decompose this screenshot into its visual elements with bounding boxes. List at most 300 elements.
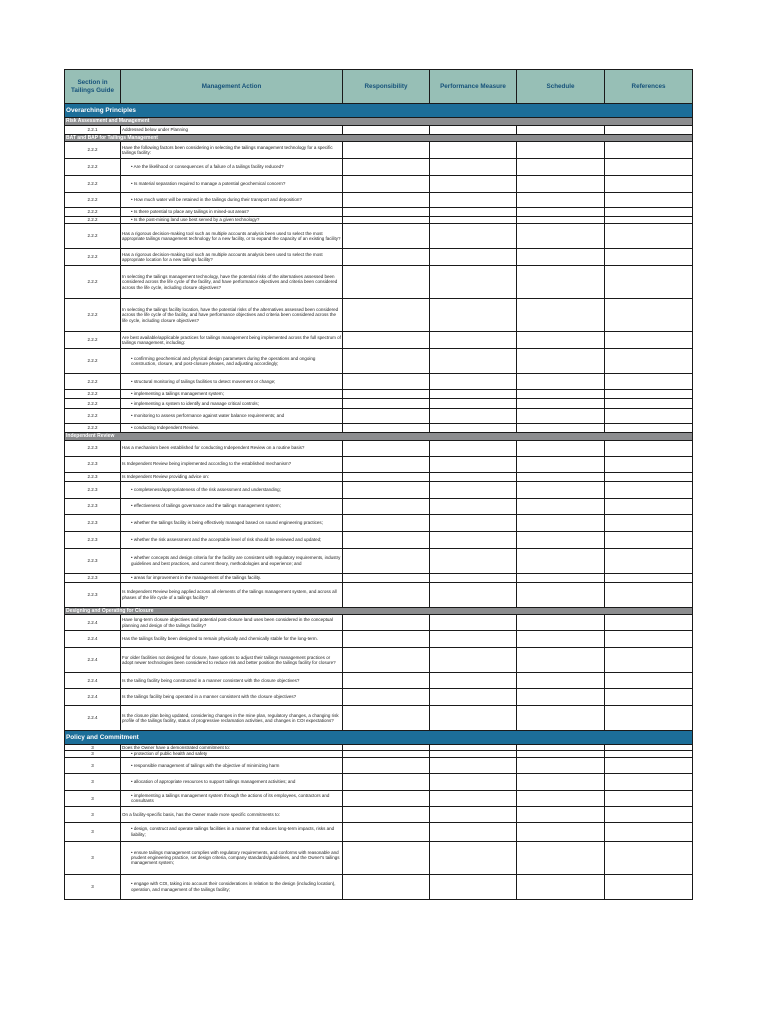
- responsibility-cell[interactable]: [343, 456, 430, 472]
- performance-measure-cell[interactable]: [430, 615, 517, 631]
- section-number: 3: [65, 874, 121, 899]
- section-number: 2.2.2: [65, 176, 121, 193]
- table-row: [65, 193, 693, 208]
- management-action-text: • How much water will be retained in the tailings during their transport and deposition?: [121, 193, 343, 208]
- header-schedule: Schedule: [517, 70, 605, 104]
- major-section-row: [65, 731, 693, 745]
- section-number: 3: [65, 773, 121, 790]
- section-number: 3: [65, 751, 121, 757]
- table-row: [65, 706, 693, 731]
- section-number: 3: [65, 745, 121, 751]
- section-number: 2.2.2: [65, 142, 121, 159]
- schedule-cell[interactable]: [517, 399, 605, 409]
- references-cell[interactable]: [605, 874, 693, 899]
- management-action-text: • Is the post-mining land use best served by a given technology?: [121, 217, 343, 224]
- references-cell[interactable]: [605, 390, 693, 399]
- references-cell[interactable]: [605, 399, 693, 409]
- section-number: 3: [65, 806, 121, 822]
- table-row: [65, 514, 693, 531]
- management-action-text: • structural monitoring of tailings facilities to detect movement or change;: [121, 374, 343, 390]
- schedule-cell[interactable]: [517, 514, 605, 531]
- responsibility-cell[interactable]: [343, 773, 430, 790]
- performance-measure-cell[interactable]: [430, 531, 517, 548]
- performance-measure-cell[interactable]: [430, 125, 517, 134]
- responsibility-cell[interactable]: [343, 409, 430, 424]
- section-number: 2.2.2: [65, 409, 121, 424]
- responsibility-cell[interactable]: [343, 125, 430, 134]
- management-action-text: On a facility-specific basis, has the Owner made more specific commitments to:: [121, 806, 343, 822]
- section-number: 2.2.3: [65, 440, 121, 456]
- schedule-cell[interactable]: [517, 806, 605, 822]
- performance-measure-cell[interactable]: [430, 390, 517, 399]
- management-action-text: • design, construct and operate tailings facilities in a manner that reduces long-term impacts, risks and liability;: [121, 822, 343, 841]
- section-number: 2.2.4: [65, 706, 121, 731]
- section-number: 2.2.2: [65, 249, 121, 266]
- schedule-cell[interactable]: [517, 159, 605, 176]
- references-cell[interactable]: [605, 631, 693, 648]
- schedule-cell[interactable]: [517, 790, 605, 806]
- schedule-cell[interactable]: [517, 224, 605, 249]
- performance-measure-cell[interactable]: [430, 822, 517, 841]
- section-number: 2.2.2: [65, 399, 121, 409]
- schedule-cell[interactable]: [517, 822, 605, 841]
- responsibility-cell[interactable]: [343, 217, 430, 224]
- performance-measure-cell[interactable]: [430, 548, 517, 573]
- schedule-cell[interactable]: [517, 631, 605, 648]
- header-responsibility: Responsibility: [343, 70, 430, 104]
- performance-measure-cell[interactable]: [430, 514, 517, 531]
- major-section-label: Policy and Commitment: [65, 731, 693, 745]
- responsibility-cell[interactable]: [343, 648, 430, 673]
- section-number: 2.2.2: [65, 374, 121, 390]
- management-action-text: • Is there potential to place any tailings in mined-out areas?: [121, 208, 343, 217]
- table-row: [65, 806, 693, 822]
- references-cell[interactable]: [605, 472, 693, 481]
- schedule-cell[interactable]: [517, 673, 605, 689]
- management-action-text: Has a mechanism been established for conducting Independent Review on a routine basis?: [121, 440, 343, 456]
- section-number: 2.2.4: [65, 615, 121, 631]
- references-cell[interactable]: [605, 266, 693, 299]
- references-cell[interactable]: [605, 159, 693, 176]
- table-row: [65, 757, 693, 773]
- table-row: [65, 249, 693, 266]
- management-action-text: • ensure tailings management complies with regulatory requirements, and conforms with reasonable and prudent engineering practice, set design criteria, company standards/guidelines, and the Owner's tailings management system;: [121, 841, 343, 874]
- performance-measure-cell[interactable]: [430, 176, 517, 193]
- responsibility-cell[interactable]: [343, 514, 430, 531]
- references-cell[interactable]: [605, 481, 693, 498]
- responsibility-cell[interactable]: [343, 841, 430, 874]
- schedule-cell[interactable]: [517, 349, 605, 374]
- responsibility-cell[interactable]: [343, 176, 430, 193]
- table-row: [65, 176, 693, 193]
- references-cell[interactable]: [605, 573, 693, 582]
- table-row: [65, 266, 693, 299]
- references-cell[interactable]: [605, 299, 693, 332]
- responsibility-cell[interactable]: [343, 531, 430, 548]
- responsibility-cell[interactable]: [343, 757, 430, 773]
- table-row: [65, 673, 693, 689]
- responsibility-cell[interactable]: [343, 472, 430, 481]
- references-cell[interactable]: [605, 249, 693, 266]
- responsibility-cell[interactable]: [343, 440, 430, 456]
- schedule-cell[interactable]: [517, 481, 605, 498]
- responsibility-cell[interactable]: [343, 424, 430, 433]
- table-row: [65, 349, 693, 374]
- section-number: 2.2.2: [65, 266, 121, 299]
- performance-measure-cell[interactable]: [430, 498, 517, 514]
- performance-measure-cell[interactable]: [430, 773, 517, 790]
- table-row: [65, 224, 693, 249]
- performance-measure-cell[interactable]: [430, 790, 517, 806]
- table-row: [65, 374, 693, 390]
- table-row: [65, 841, 693, 874]
- responsibility-cell[interactable]: [343, 615, 430, 631]
- performance-measure-cell[interactable]: [430, 757, 517, 773]
- references-cell[interactable]: [605, 208, 693, 217]
- management-action-text: • whether the tailings facility is being effectively managed based on sound engineering practices;: [121, 514, 343, 531]
- schedule-cell[interactable]: [517, 217, 605, 224]
- schedule-cell[interactable]: [517, 531, 605, 548]
- management-action-text: Is Independent Review providing advice on:: [121, 472, 343, 481]
- schedule-cell[interactable]: [517, 874, 605, 899]
- management-action-text: • whether concepts and design criteria for the facility are consistent with regulatory requirements, industry guidelines and best practices, and current theory, methodologies and experience; and: [121, 548, 343, 573]
- management-action-text: Has a rigorous decision-making tool such as multiple accounts analysis been used to select the most appropriate tailings management technology for a new facility, or to expand the capacity of an existing facility?: [121, 224, 343, 249]
- schedule-cell[interactable]: [517, 841, 605, 874]
- responsibility-cell[interactable]: [343, 349, 430, 374]
- responsibility-cell[interactable]: [343, 548, 430, 573]
- references-cell[interactable]: [605, 822, 693, 841]
- subsection-row: [65, 433, 693, 441]
- management-action-text: • implementing a tailings management system through the actions of its employees, contractors and consultants: [121, 790, 343, 806]
- section-number: 2.2.3: [65, 456, 121, 472]
- management-action-text: Addressed below under Planning: [121, 125, 343, 134]
- management-action-text: • monitoring to assess performance against water balance requirements; and: [121, 409, 343, 424]
- table-row: [65, 689, 693, 706]
- references-cell[interactable]: [605, 648, 693, 673]
- responsibility-cell[interactable]: [343, 689, 430, 706]
- section-number: 2.2.2: [65, 217, 121, 224]
- management-action-text: • whether the risk assessment and the acceptable level of risk should be reviewed and updated;: [121, 531, 343, 548]
- performance-measure-cell[interactable]: [430, 224, 517, 249]
- schedule-cell[interactable]: [517, 573, 605, 582]
- table-row: [65, 142, 693, 159]
- references-cell[interactable]: [605, 615, 693, 631]
- performance-measure-cell[interactable]: [430, 631, 517, 648]
- references-cell[interactable]: [605, 773, 693, 790]
- table-row: [65, 399, 693, 409]
- responsibility-cell[interactable]: [343, 249, 430, 266]
- responsibility-cell[interactable]: [343, 193, 430, 208]
- management-action-text: • responsible management of tailings with the objective of minimizing harm: [121, 757, 343, 773]
- schedule-cell[interactable]: [517, 374, 605, 390]
- schedule-cell[interactable]: [517, 440, 605, 456]
- table-row: [65, 874, 693, 899]
- responsibility-cell[interactable]: [343, 874, 430, 899]
- table-row: [65, 299, 693, 332]
- management-action-text: Is the closure plan being updated, considering changes in the mine plan, regulatory changes, a changing risk profile of the tailings facility, status of progressive reclamation activities, and changes in COI expectations?: [121, 706, 343, 731]
- table-row: [65, 773, 693, 790]
- management-action-text: Is Independent Review being applied across all elements of the tailings management system, and across all phases of the life cycle of a tailings facility?: [121, 582, 343, 607]
- schedule-cell[interactable]: [517, 548, 605, 573]
- schedule-cell[interactable]: [517, 249, 605, 266]
- subsection-label: Independent Review: [65, 433, 693, 441]
- references-cell[interactable]: [605, 349, 693, 374]
- management-action-text: Is the tailings facility being operated in a manner consistent with the closure objectives?: [121, 689, 343, 706]
- management-action-text: • engage with COI, taking into account their considerations in relation to the design (including location), operation, and management of the tailings facility;: [121, 874, 343, 899]
- schedule-cell[interactable]: [517, 193, 605, 208]
- performance-measure-cell[interactable]: [430, 841, 517, 874]
- section-number: 2.2.2: [65, 193, 121, 208]
- performance-measure-cell[interactable]: [430, 217, 517, 224]
- references-cell[interactable]: [605, 689, 693, 706]
- management-action-text: Has a rigorous decision-making tool such as multiple accounts analysis been used to select the most appropriate location for a new tailings facility?: [121, 249, 343, 266]
- schedule-cell[interactable]: [517, 498, 605, 514]
- management-action-text: Has the tailings facility been designed to remain physically and chemically stable for the long-term.: [121, 631, 343, 648]
- references-cell[interactable]: [605, 806, 693, 822]
- schedule-cell[interactable]: [517, 757, 605, 773]
- schedule-cell[interactable]: [517, 125, 605, 134]
- performance-measure-cell[interactable]: [430, 440, 517, 456]
- responsibility-cell[interactable]: [343, 673, 430, 689]
- management-action-text: For older facilities not designed for closure, have options to adjust their tailings management practices or adopt newer technologies been considered to reduce risk and better position the tailings facility for closure?: [121, 648, 343, 673]
- responsibility-cell[interactable]: [343, 481, 430, 498]
- management-action-text: In selecting the tailings management technology, have the potential risks of the alternatives assessed been considered across the life cycle of the facility, and have performance objectives and criteria been considered across the life cycle, including closure objectives?: [121, 266, 343, 299]
- references-cell[interactable]: [605, 332, 693, 349]
- table-row: [65, 332, 693, 349]
- schedule-cell[interactable]: [517, 176, 605, 193]
- section-number: 2.2.1: [65, 125, 121, 134]
- table-row: [65, 790, 693, 806]
- responsibility-cell[interactable]: [343, 399, 430, 409]
- section-number: 3: [65, 790, 121, 806]
- references-cell[interactable]: [605, 531, 693, 548]
- section-number: 2.2.3: [65, 531, 121, 548]
- subsection-label: Designing and Operating for Closure: [65, 607, 693, 615]
- section-number: 2.2.2: [65, 299, 121, 332]
- table-row: [65, 472, 693, 481]
- performance-measure-cell[interactable]: [430, 573, 517, 582]
- responsibility-cell[interactable]: [343, 806, 430, 822]
- references-cell[interactable]: [605, 514, 693, 531]
- performance-measure-cell[interactable]: [430, 456, 517, 472]
- table-row: [65, 208, 693, 217]
- responsibility-cell[interactable]: [343, 224, 430, 249]
- section-number: 3: [65, 822, 121, 841]
- schedule-cell[interactable]: [517, 299, 605, 332]
- table-row: [65, 615, 693, 631]
- responsibility-cell[interactable]: [343, 498, 430, 514]
- management-action-text: • implementing a system to identify and manage critical controls;: [121, 399, 343, 409]
- performance-measure-cell[interactable]: [430, 648, 517, 673]
- table-row: [65, 822, 693, 841]
- references-cell[interactable]: [605, 790, 693, 806]
- section-number: 2.2.3: [65, 514, 121, 531]
- section-number: 2.2.3: [65, 573, 121, 582]
- schedule-cell[interactable]: [517, 689, 605, 706]
- table-row: [65, 531, 693, 548]
- responsibility-cell[interactable]: [343, 374, 430, 390]
- table-row: [65, 548, 693, 573]
- schedule-cell[interactable]: [517, 472, 605, 481]
- section-number: 2.2.3: [65, 582, 121, 607]
- performance-measure-cell[interactable]: [430, 142, 517, 159]
- section-number: 2.2.4: [65, 648, 121, 673]
- schedule-cell[interactable]: [517, 456, 605, 472]
- major-section-label: Overarching Principles: [65, 104, 693, 118]
- references-cell[interactable]: [605, 841, 693, 874]
- performance-measure-cell[interactable]: [430, 374, 517, 390]
- performance-measure-cell[interactable]: [430, 424, 517, 433]
- performance-measure-cell[interactable]: [430, 582, 517, 607]
- responsibility-cell[interactable]: [343, 631, 430, 648]
- section-number: 3: [65, 841, 121, 874]
- responsibility-cell[interactable]: [343, 299, 430, 332]
- performance-measure-cell[interactable]: [430, 706, 517, 731]
- schedule-cell[interactable]: [517, 332, 605, 349]
- references-cell[interactable]: [605, 217, 693, 224]
- performance-measure-cell[interactable]: [430, 332, 517, 349]
- references-cell[interactable]: [605, 409, 693, 424]
- management-action-text: Does the Owner have a demonstrated commitment to:: [121, 745, 343, 751]
- section-number: 2.2.2: [65, 208, 121, 217]
- performance-measure-cell[interactable]: [430, 874, 517, 899]
- performance-measure-cell[interactable]: [430, 349, 517, 374]
- responsibility-cell[interactable]: [343, 582, 430, 607]
- responsibility-cell[interactable]: [343, 159, 430, 176]
- performance-measure-cell[interactable]: [430, 673, 517, 689]
- section-number: 2.2.2: [65, 159, 121, 176]
- schedule-cell[interactable]: [517, 409, 605, 424]
- table-row: [65, 424, 693, 433]
- schedule-cell[interactable]: [517, 582, 605, 607]
- performance-measure-cell[interactable]: [430, 208, 517, 217]
- performance-measure-cell[interactable]: [430, 409, 517, 424]
- schedule-cell[interactable]: [517, 773, 605, 790]
- management-action-text: Have long-term closure objectives and potential post-closure land uses been considered in the conceptual planning and design of the tailings facility?: [121, 615, 343, 631]
- management-action-text: • implementing a tailings management system;: [121, 390, 343, 399]
- schedule-cell[interactable]: [517, 390, 605, 399]
- schedule-cell[interactable]: [517, 648, 605, 673]
- references-cell[interactable]: [605, 456, 693, 472]
- management-action-text: • allocation of appropriate resources to support tailings management activities; and: [121, 773, 343, 790]
- subsection-row: [65, 118, 693, 126]
- section-number: 2.2.2: [65, 390, 121, 399]
- table-row: [65, 409, 693, 424]
- table-row: [65, 125, 693, 134]
- references-cell[interactable]: [605, 142, 693, 159]
- table-row: [65, 390, 693, 399]
- references-cell[interactable]: [605, 757, 693, 773]
- management-action-text: • Are the likelihood or consequences of a failure of a tailings facility reduced?: [121, 159, 343, 176]
- performance-measure-cell[interactable]: [430, 689, 517, 706]
- table-row: [65, 582, 693, 607]
- management-action-text: • Is material separation required to manage a potential geochemical concern?: [121, 176, 343, 193]
- table-row: [65, 159, 693, 176]
- table-row: [65, 498, 693, 514]
- performance-measure-cell[interactable]: [430, 266, 517, 299]
- references-cell[interactable]: [605, 125, 693, 134]
- references-cell[interactable]: [605, 440, 693, 456]
- section-number: 2.2.2: [65, 349, 121, 374]
- responsibility-cell[interactable]: [343, 332, 430, 349]
- responsibility-cell[interactable]: [343, 790, 430, 806]
- table-row: [65, 481, 693, 498]
- performance-measure-cell[interactable]: [430, 399, 517, 409]
- header-performance-measure: Performance Measure: [430, 70, 517, 104]
- table-row: [65, 648, 693, 673]
- header-references: References: [605, 70, 693, 104]
- schedule-cell[interactable]: [517, 424, 605, 433]
- schedule-cell[interactable]: [517, 208, 605, 217]
- section-number: 2.2.4: [65, 673, 121, 689]
- section-number: 2.2.2: [65, 424, 121, 433]
- section-number: 2.2.3: [65, 548, 121, 573]
- table-row: [65, 573, 693, 582]
- table-row: [65, 456, 693, 472]
- management-action-text: In selecting the tailings facility location, have the potential risks of the alternatives assessed been considered across the life cycle of the facility, and have performance objectives and criteria been considered across the life cycle, including closure objectives?: [121, 299, 343, 332]
- management-action-text: • effectiveness of tailings governance and the tailings management system;: [121, 498, 343, 514]
- section-number: 2.2.2: [65, 224, 121, 249]
- performance-measure-cell[interactable]: [430, 472, 517, 481]
- schedule-cell[interactable]: [517, 266, 605, 299]
- references-cell[interactable]: [605, 706, 693, 731]
- responsibility-cell[interactable]: [343, 390, 430, 399]
- section-number: 2.2.3: [65, 472, 121, 481]
- section-number: 3: [65, 757, 121, 773]
- management-action-text: • completeness/appropriateness of the risk assessment and understanding;: [121, 481, 343, 498]
- section-number: 2.2.4: [65, 689, 121, 706]
- responsibility-cell[interactable]: [343, 822, 430, 841]
- management-action-text: • areas for improvement in the management of the tailings facility.: [121, 573, 343, 582]
- management-action-text: Is Independent Review being implemented according to the established mechanism?: [121, 456, 343, 472]
- responsibility-cell[interactable]: [343, 573, 430, 582]
- references-cell[interactable]: [605, 193, 693, 208]
- performance-measure-cell[interactable]: [430, 159, 517, 176]
- schedule-cell[interactable]: [517, 706, 605, 731]
- references-cell[interactable]: [605, 582, 693, 607]
- responsibility-cell[interactable]: [343, 142, 430, 159]
- performance-measure-cell[interactable]: [430, 249, 517, 266]
- performance-measure-cell[interactable]: [430, 806, 517, 822]
- management-action-text: • protection of public health and safety: [121, 751, 343, 757]
- subsection-label: Risk Assessment and Management: [65, 118, 693, 126]
- schedule-cell[interactable]: [517, 615, 605, 631]
- performance-measure-cell[interactable]: [430, 299, 517, 332]
- responsibility-cell[interactable]: [343, 706, 430, 731]
- performance-measure-cell[interactable]: [430, 481, 517, 498]
- section-number: 2.2.2: [65, 332, 121, 349]
- references-cell[interactable]: [605, 424, 693, 433]
- references-cell[interactable]: [605, 374, 693, 390]
- management-action-text: • conducting Independent Review.: [121, 424, 343, 433]
- references-cell[interactable]: [605, 176, 693, 193]
- schedule-cell[interactable]: [517, 142, 605, 159]
- table-row: [65, 440, 693, 456]
- responsibility-cell[interactable]: [343, 208, 430, 217]
- management-action-text: Are best available/applicable practices for tailings management being implemented across the full spectrum of tailings management, including:: [121, 332, 343, 349]
- major-section-row: [65, 104, 693, 118]
- header-section: Section in Tailings Guide: [65, 70, 121, 104]
- references-cell[interactable]: [605, 548, 693, 573]
- responsibility-cell[interactable]: [343, 266, 430, 299]
- management-action-text: Is the tailing facility being constructed in a manner consistent with the closure objectives?: [121, 673, 343, 689]
- table-row: [65, 631, 693, 648]
- performance-measure-cell[interactable]: [430, 193, 517, 208]
- subsection-row: [65, 134, 693, 142]
- references-cell[interactable]: [605, 498, 693, 514]
- references-cell[interactable]: [605, 224, 693, 249]
- references-cell[interactable]: [605, 673, 693, 689]
